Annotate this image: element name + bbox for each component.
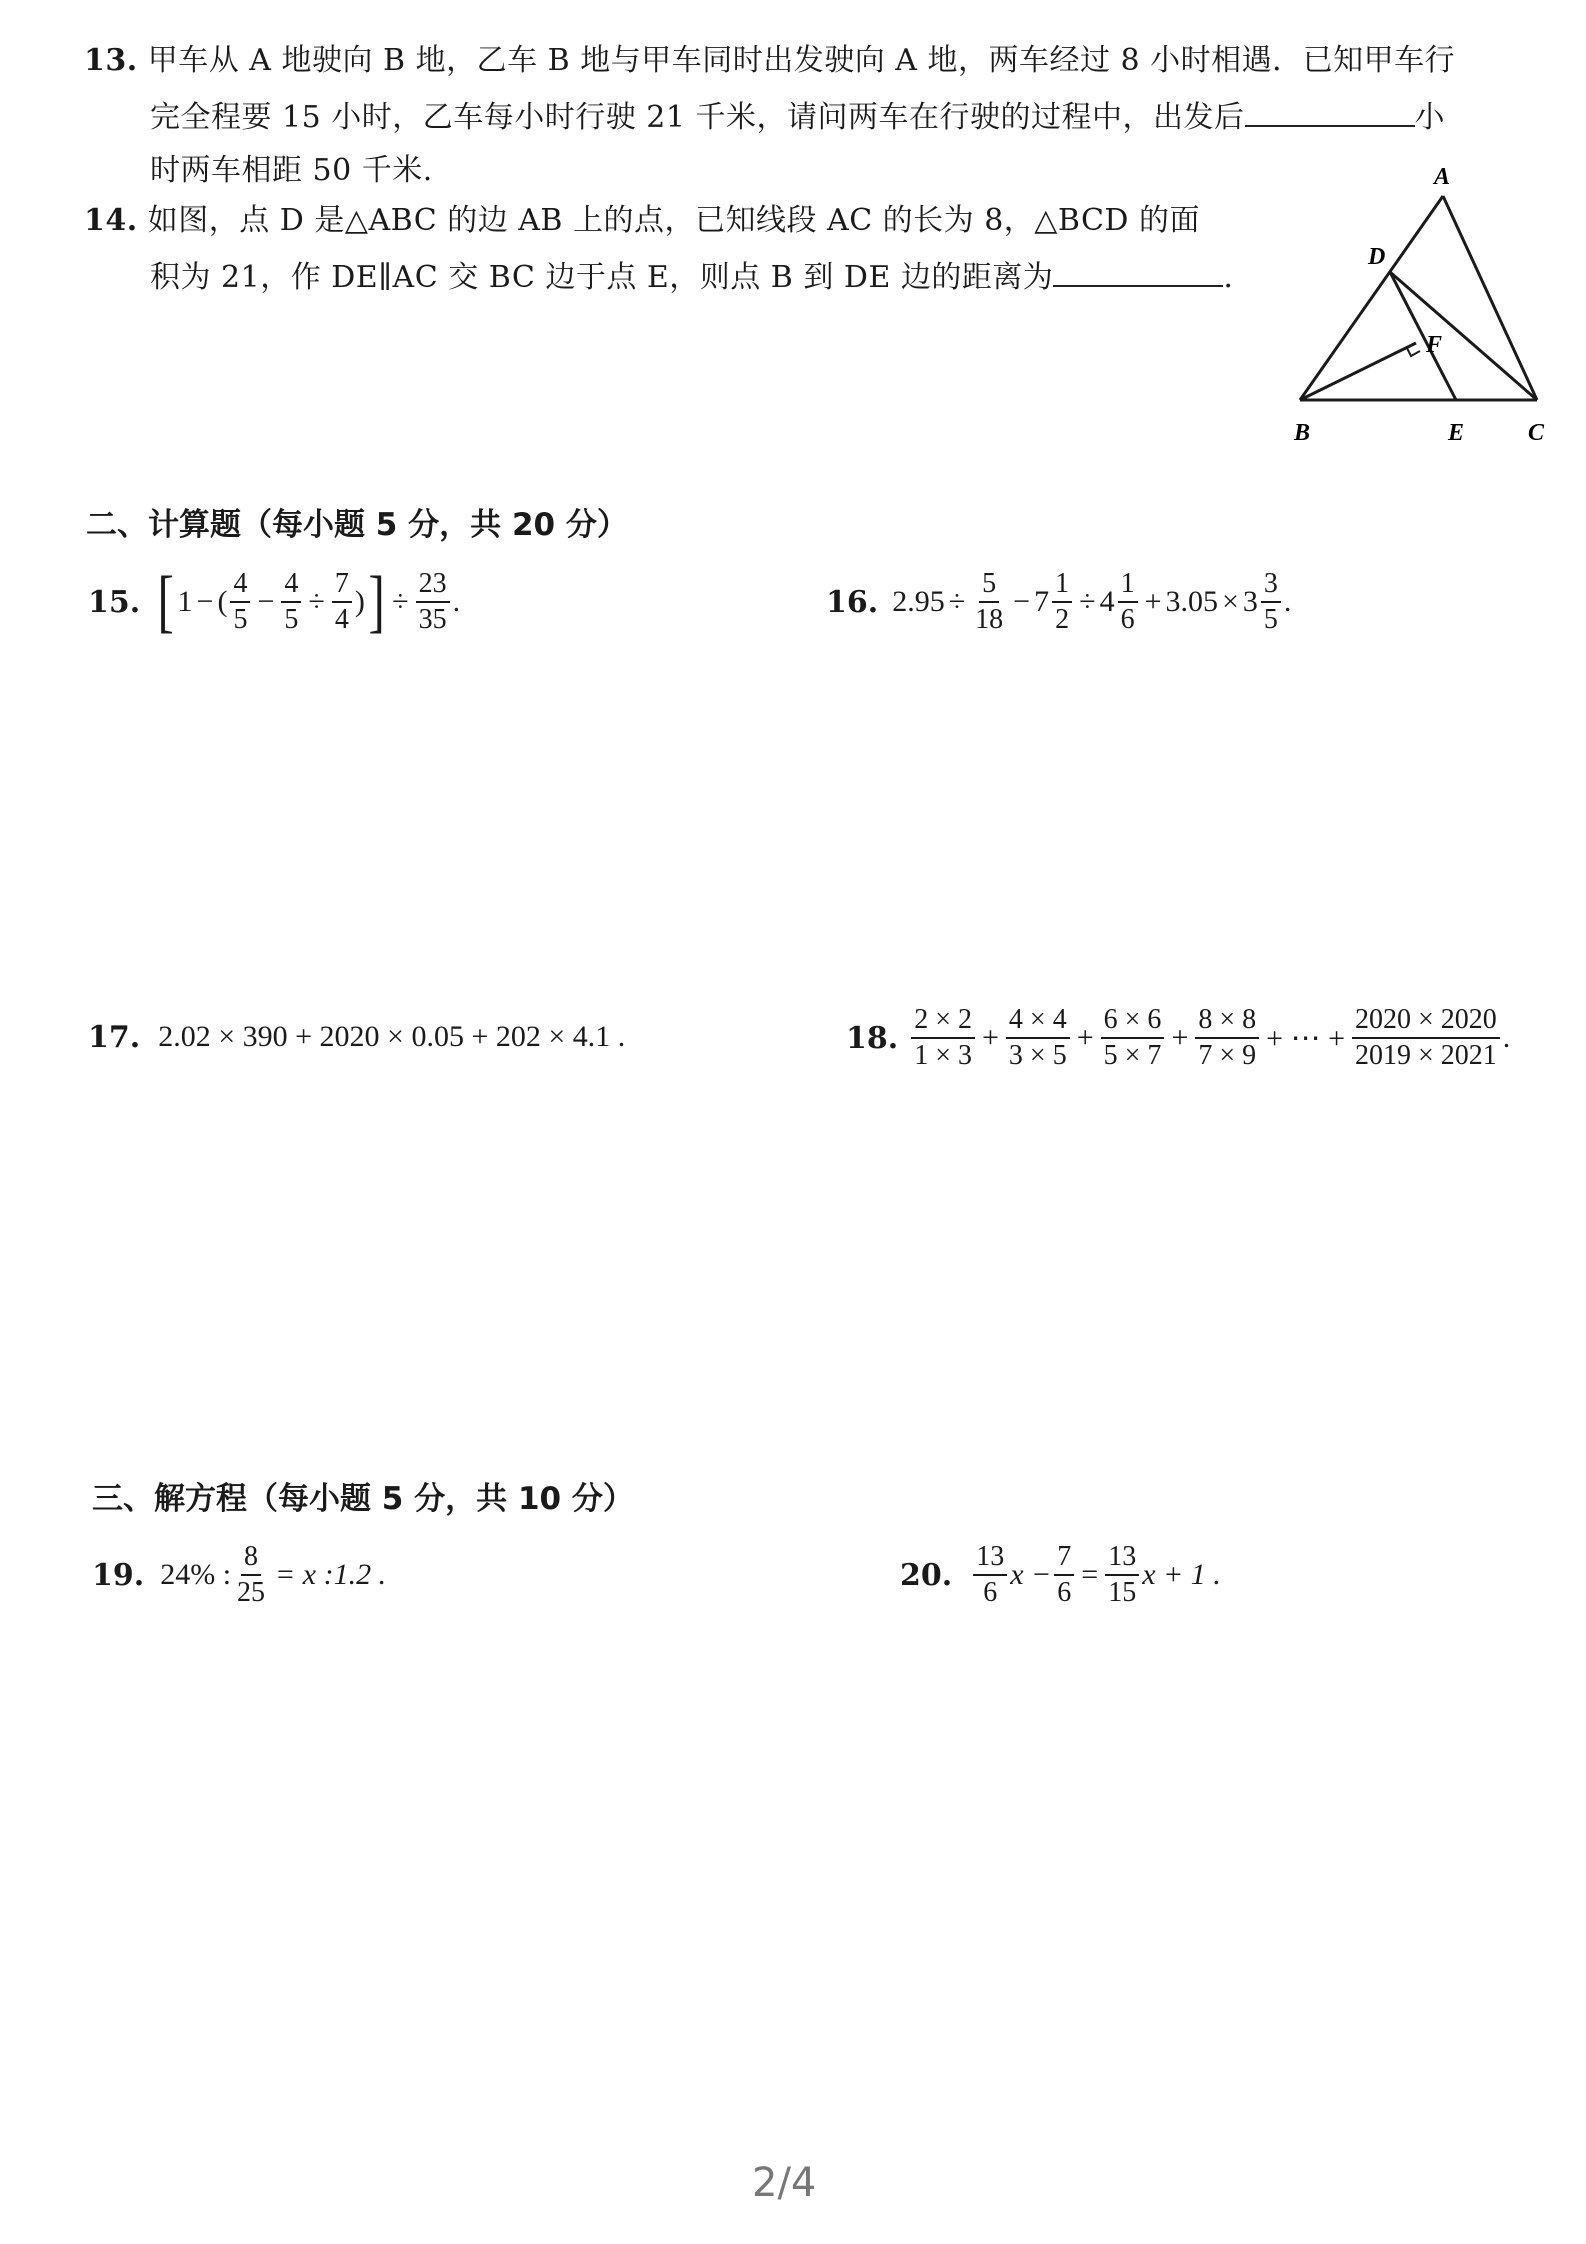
triangle-figure: [1280, 160, 1560, 450]
q19-fraction: $\frac{8}{25}$: [237, 1541, 266, 1608]
q14-text-2b: .: [1223, 260, 1234, 295]
section-2-heading: 二、计算题（每小题 5 分，共 20 分）: [86, 507, 628, 543]
q13-text-3: 时两车相距 50 千米.: [150, 153, 433, 188]
q19-expression: 19. 24% : $\frac{8}{25}$ = x :1.2 .: [92, 1541, 387, 1608]
q16-number: 16.: [826, 584, 879, 620]
q20-fraction-1: $\frac{13}{6}$: [973, 1540, 1007, 1610]
q16-expression: 16. 2.95 ÷ $\frac{5}{18}$ − 7 $\frac{1}{2}$ ÷ 4 $\frac{1}{6}$ + 3.05 × 3 $\frac{3}{5}$ .: [826, 568, 1292, 635]
segment-AC: [1443, 196, 1537, 400]
q14-line1: [84, 200, 1200, 242]
q15-fraction-3: $\frac{7}{4}$: [332, 567, 352, 637]
q16-fraction-2: $\frac{1}{2}$: [1052, 567, 1072, 637]
label-D: D: [1368, 244, 1386, 270]
q14-text-1: 如图，点 D 是△ABC 的边 AB 上的点，已知线段 AC 的长为 8，△BCD 的面: [147, 203, 1201, 238]
label-C: C: [1528, 420, 1545, 446]
segment-DE: [1390, 272, 1456, 400]
q14-text-2: 积为 21，作 DE∥AC 交 BC 边于点 E，则点 B 到 DE 边的距离为: [150, 260, 1054, 295]
q15-expression: 15. [ 1 − ( $\frac{4}{5}$ − $\frac{4}{5}$ ÷ $\frac{7}{4}$ ) ] ÷ $\frac{23}{35}$ .: [88, 563, 461, 640]
q18-expression: 18. $\frac{2 \times 2}{1 \times 3}$ + $\frac{4 \times 4}{3 \times 5}$ + $\frac{6 \times 6}{5 \times 7}$ + $\frac{8 \times 8}{7 \times 9}$ + ⋯ + $\frac{2020 \times 2020}{2019 \times 2021}$ .: [846, 1004, 1511, 1071]
q16-fraction-4: $\frac{3}{5}$: [1261, 567, 1281, 637]
q14-line2: [150, 255, 1233, 299]
section-3-heading: 三、解方程（每小题 5 分，共 10 分）: [92, 1481, 634, 1517]
q18-term-last: $\frac{2020 \times 2020}{2019 \times 2021}$: [1352, 1003, 1500, 1073]
q18-term-4: $\frac{8 \times 8}{7 \times 9}$: [1195, 1003, 1259, 1073]
page-indicator: 2/4: [752, 2160, 817, 2206]
q20-number: 20.: [900, 1557, 953, 1593]
q13-text-1: 甲车从 A 地驶向 B 地，乙车 B 地与甲车同时出发驶向 A 地，两车经过 8 小时相遇．已知甲车行: [147, 43, 1456, 78]
q18-term-3: $\frac{6 \times 6}{5 \times 7}$: [1101, 1003, 1165, 1073]
segment-DC: [1390, 272, 1537, 400]
q14-number: 14.: [84, 203, 138, 238]
q16-fraction-3: $\frac{1}{6}$: [1118, 567, 1138, 637]
q13-number: 13.: [84, 43, 138, 78]
q15-fraction-1: $\frac{4}{5}$: [230, 567, 250, 637]
q17-text: 2.02 × 390 + 2020 × 0.05 + 202 × 4.1 .: [158, 1020, 626, 1053]
label-F: F: [1426, 332, 1443, 358]
q16-fraction-1: $\frac{5}{18}$: [975, 568, 1004, 635]
q20-fraction-2: $\frac{7}{6}$: [1054, 1540, 1074, 1610]
label-E: E: [1448, 420, 1465, 446]
q14-answer-blank[interactable]: [1053, 255, 1223, 287]
q17-number: 17.: [88, 1019, 141, 1055]
right-angle-mark: [1407, 348, 1420, 356]
q13-text-2: 完全程要 15 小时，乙车每小时行驶 21 千米，请问两车在行驶的过程中，出发后: [150, 100, 1245, 135]
q18-number: 18.: [846, 1020, 899, 1056]
q13-line3: [150, 150, 433, 192]
q15-number: 15.: [88, 584, 141, 620]
q13-text-2b: 小: [1414, 100, 1445, 135]
q17-expression: [88, 1012, 625, 1062]
q20-fraction-3: $\frac{13}{15}$: [1105, 1540, 1139, 1610]
q13-line1: [84, 40, 1455, 82]
q20-expression: 20. $\frac{13}{6}$ x − $\frac{7}{6}$ = $\frac{13}{15}$ x + 1 .: [900, 1541, 1221, 1608]
q13-answer-blank[interactable]: [1245, 95, 1415, 127]
label-A: A: [1434, 164, 1451, 190]
label-B: B: [1294, 420, 1311, 446]
q19-number: 19.: [92, 1557, 145, 1593]
segment-BF: [1300, 343, 1416, 400]
q13-line2: [150, 95, 1445, 139]
q18-term-2: $\frac{4 \times 4}{3 \times 5}$: [1006, 1003, 1070, 1073]
q15-fraction-4: $\frac{23}{35}$: [416, 567, 450, 637]
q18-term-1: $\frac{2 \times 2}{1 \times 3}$: [911, 1003, 975, 1073]
q15-fraction-2: $\frac{4}{5}$: [281, 567, 301, 637]
